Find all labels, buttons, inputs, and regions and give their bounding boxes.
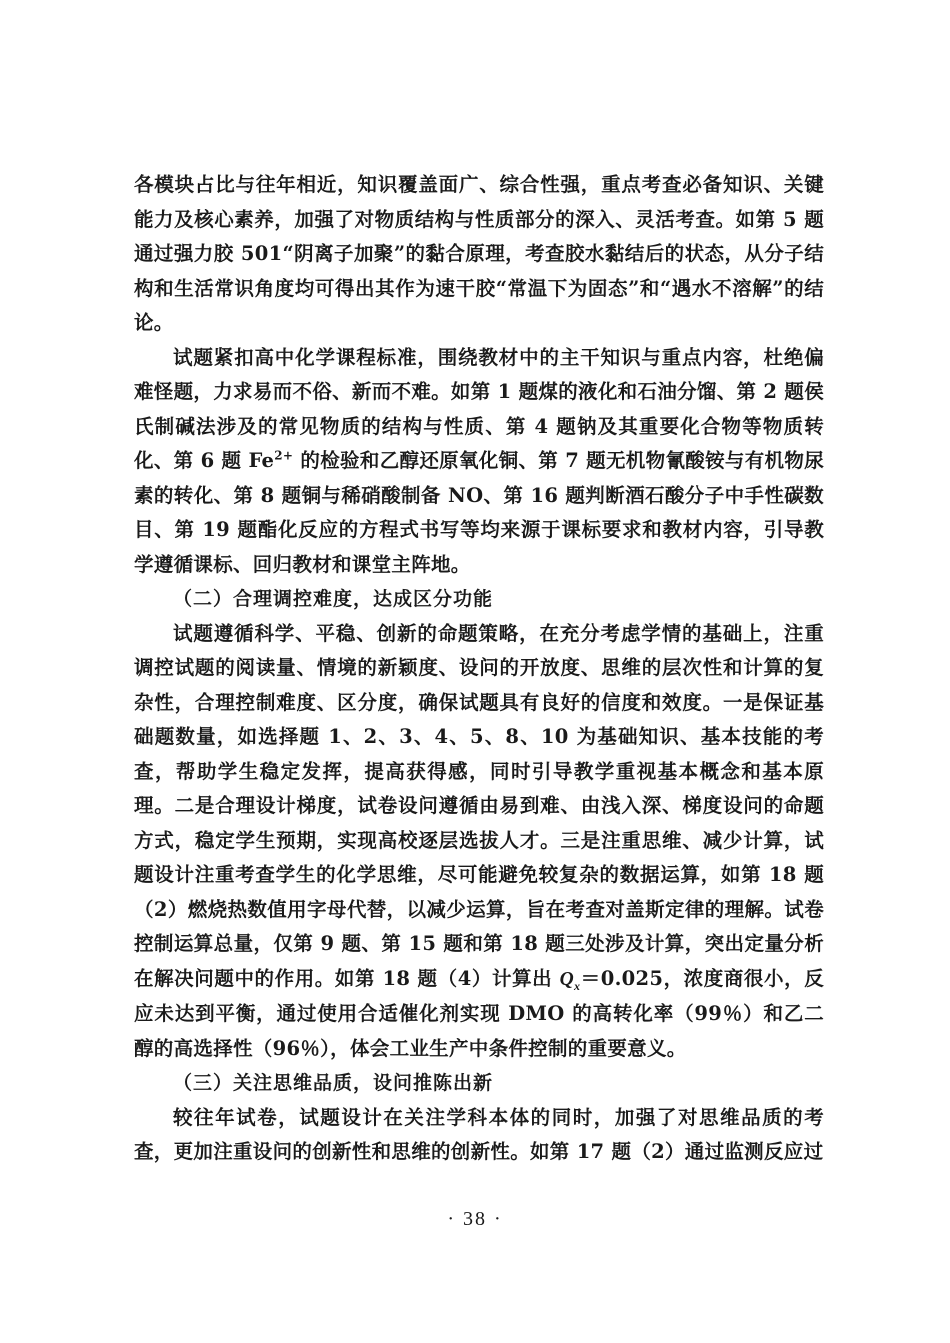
paragraph-difficulty-control: 试题遵循科学、平稳、创新的命题策略，在充分考虑学情的基础上，注重调控试题的阅读量、情境的新颖度、设问的开放度、思维的层次性和计算的复杂性，合理控制难度、区分度，确保试题具有良好的信度和效度。一是保证基础题数量，如选择题 1、2、3、4、5、8、10 为基础知识、基本技能的考查，帮助学生稳定发挥，提高获得感，同时引导教学重视基本概念和基本原理。二是合理设计梯度，试卷设问遵循由易到难、由浅入深、梯度设问的命题方式，稳定学生预期，实现高校逐层选拔人才。三是注重思维、减少计算，试题设计注重考查学生的化学思维，尽可能避免较复杂的数据运算，如第 18 题（2）燃烧热数值用字母代替，以减少运算，旨在考查对盖斯定律的理解。试卷控制运算总量，仅第 9 题、第 15 题和第 18 题三处涉及计算，突出定量分析在解决问题中的作用。如第 18 题（4）计算出 $Q_x=0.025$，浓度商很小，反应未达到平衡，通过使用合适催化剂实现 DMO 的高转化率（99％）和乙二醇的高选择性（96％），体会工业生产中条件控制的重要意义。 (134, 621, 824, 1060)
superscript-charge: 2+ (274, 448, 294, 463)
variable-q: Q (559, 968, 575, 990)
paragraph-thinking-quality: 较往年试卷，试题设计在关注学科本体的同时，加强了对思维品质的考查，更加注重设问的创新性和思维的创新性。如第 17 题（2）通过监测反应过 (134, 1105, 824, 1163)
section-heading-thinking-quality: （三）关注思维品质，设问推陈出新 (173, 1072, 494, 1094)
paragraph-module-proportion: 各模块占比与往年相近，知识覆盖面广、综合性强，重点考查必备知识、关键能力及核心素养，加强了对物质结构与性质部分的深入、灵活考查。如第 5 题通过强力胶 501“阴离子加聚”的黏合原理，考查胶水黏结后的状态，从分子结构和生活常识角度均可得出其作为速干胶“常温下为固态”和“遇水不溶解”的结论。 (134, 173, 824, 334)
section-heading-difficulty: （二）合理调控难度，达成区分功能 (173, 588, 494, 610)
page-number: · 38 · (447, 1208, 503, 1230)
document-body (134, 168, 824, 1170)
paragraph-curriculum-standard: 试题紧扣高中化学课程标准，围绕教材中的主干知识与重点内容，杜绝偏难怪题，力求易而不俗、新而不难。如第 1 题煤的液化和石油分馏、第 2 题侯氏制碱法涉及的常见物质的结构与性质、第 4 题钠及其重要化合物等物质转化、第 6 题 $Fe^{2+}$ 的检验和乙醇还原氧化铜、第 7 题无机物氰酸铵与有机物尿素的转化、第 8 题铜与稀硝酸制备 NO、第 16 题判断酒石酸分子中手性碳数目、第 19 题酯化反应的方程式书写等均来源于课标要求和教材内容，引导教学遵循课标、回归教材和课堂主阵地。 (134, 345, 825, 576)
variable-subscript: x (574, 978, 581, 993)
